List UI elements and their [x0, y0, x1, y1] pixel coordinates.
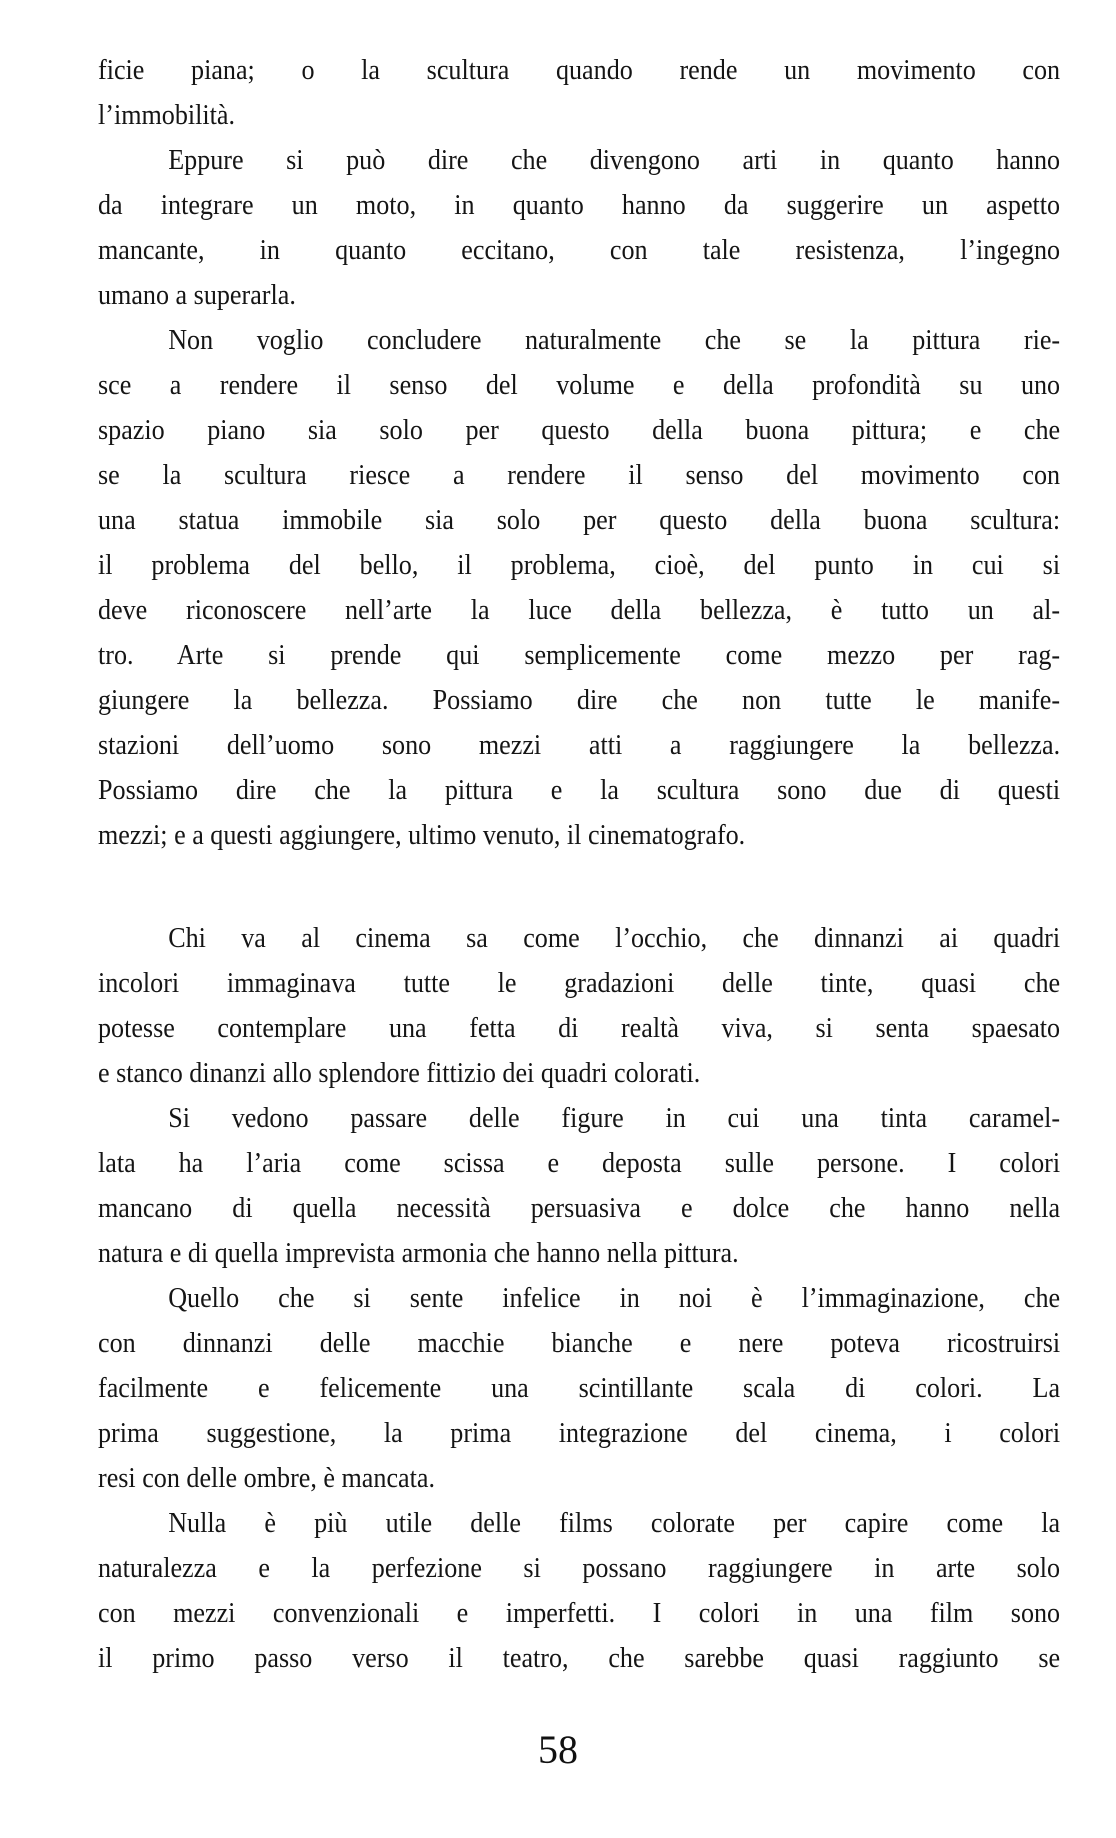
text-line: se la scultura riesce a rendere il senso del movimento con — [98, 459, 1061, 491]
text-line: natura e di quella imprevista armonia che hanno nella pittura. — [98, 1237, 739, 1269]
text-line: resi con delle ombre, è mancata. — [98, 1462, 435, 1494]
text-line: il primo passo verso il teatro, che sarebbe quasi raggiunto se — [98, 1642, 1061, 1674]
text-line: sce a rendere il senso del volume e della profondità su uno — [98, 369, 1061, 401]
text-line: mancante, in quanto eccitano, con tale resistenza, l’ingegno — [98, 234, 1061, 266]
text-line: giungere la bellezza. Possiamo dire che non tutte le manife- — [98, 684, 1061, 716]
text-line: e stanco dinanzi allo splendore fittizio dei quadri colorati. — [98, 1057, 701, 1089]
text-block-bottom — [98, 916, 1061, 1681]
text-line: lata ha l’aria come scissa e deposta sulle persone. I colori — [98, 1147, 1061, 1179]
paragraph — [98, 318, 1061, 858]
text-line: ficie piana; o la scultura quando rende un movimento con — [98, 54, 1061, 86]
text-line: umano a superarla. — [98, 279, 296, 311]
text-line: Non voglio concludere naturalmente che se la pittura rie- — [168, 324, 1061, 356]
paragraph — [98, 1276, 1061, 1501]
text-line: tro. Arte si prende qui semplicemente come mezzo per rag- — [98, 639, 1061, 671]
paragraph — [98, 48, 1061, 138]
text-line: con mezzi convenzionali e imperfetti. I colori in una film sono — [98, 1597, 1061, 1629]
paragraph — [98, 1096, 1061, 1276]
text-line: incolori immaginava tutte le gradazioni delle tinte, quasi che — [98, 967, 1061, 999]
text-line: prima suggestione, la prima integrazione del cinema, i colori — [98, 1417, 1061, 1449]
text-line: naturalezza e la perfezione si possano raggiungere in arte solo — [98, 1552, 1061, 1584]
text-line: da integrare un moto, in quanto hanno da suggerire un aspetto — [98, 189, 1061, 221]
page-number: 58 — [538, 1727, 578, 1772]
text-line: potesse contemplare una fetta di realtà viva, si senta spaesato — [98, 1012, 1061, 1044]
text-line: Chi va al cinema sa come l’occhio, che dinnanzi ai quadri — [168, 922, 1061, 954]
paragraph — [98, 1501, 1061, 1681]
paragraph — [98, 916, 1061, 1096]
text-line: l’immobilità. — [98, 99, 236, 131]
text-line: mezzi; e a questi aggiungere, ultimo venuto, il cinematografo. — [98, 819, 746, 851]
text-line: facilmente e felicemente una scintillante scala di colori. La — [98, 1372, 1061, 1404]
text-line: deve riconoscere nell’arte la luce della bellezza, è tutto un al- — [98, 594, 1061, 626]
text-line: con dinnanzi delle macchie bianche e nere poteva ricostruirsi — [98, 1327, 1061, 1359]
text-line: Si vedono passare delle figure in cui una tinta caramel- — [168, 1102, 1061, 1134]
paragraph — [98, 138, 1061, 318]
text-line: Eppure si può dire che divengono arti in quanto hanno — [168, 144, 1061, 176]
text-line: una statua immobile sia solo per questo della buona scultura: — [98, 504, 1061, 536]
text-line: Nulla è più utile delle films colorate per capire come la — [168, 1507, 1061, 1539]
text-line: mancano di quella necessità persuasiva e dolce che hanno nella — [98, 1192, 1061, 1224]
text-line: Quello che si sente infelice in noi è l’immaginazione, che — [168, 1282, 1061, 1314]
text-line: il problema del bello, il problema, cioè, del punto in cui si — [98, 549, 1061, 581]
text-block-top — [98, 48, 1061, 858]
text-line: Possiamo dire che la pittura e la scultura sono due di questi — [98, 774, 1061, 806]
text-line: spazio piano sia solo per questo della buona pittura; e che — [98, 414, 1061, 446]
text-line: stazioni dell’uomo sono mezzi atti a raggiungere la bellezza. — [98, 729, 1061, 761]
